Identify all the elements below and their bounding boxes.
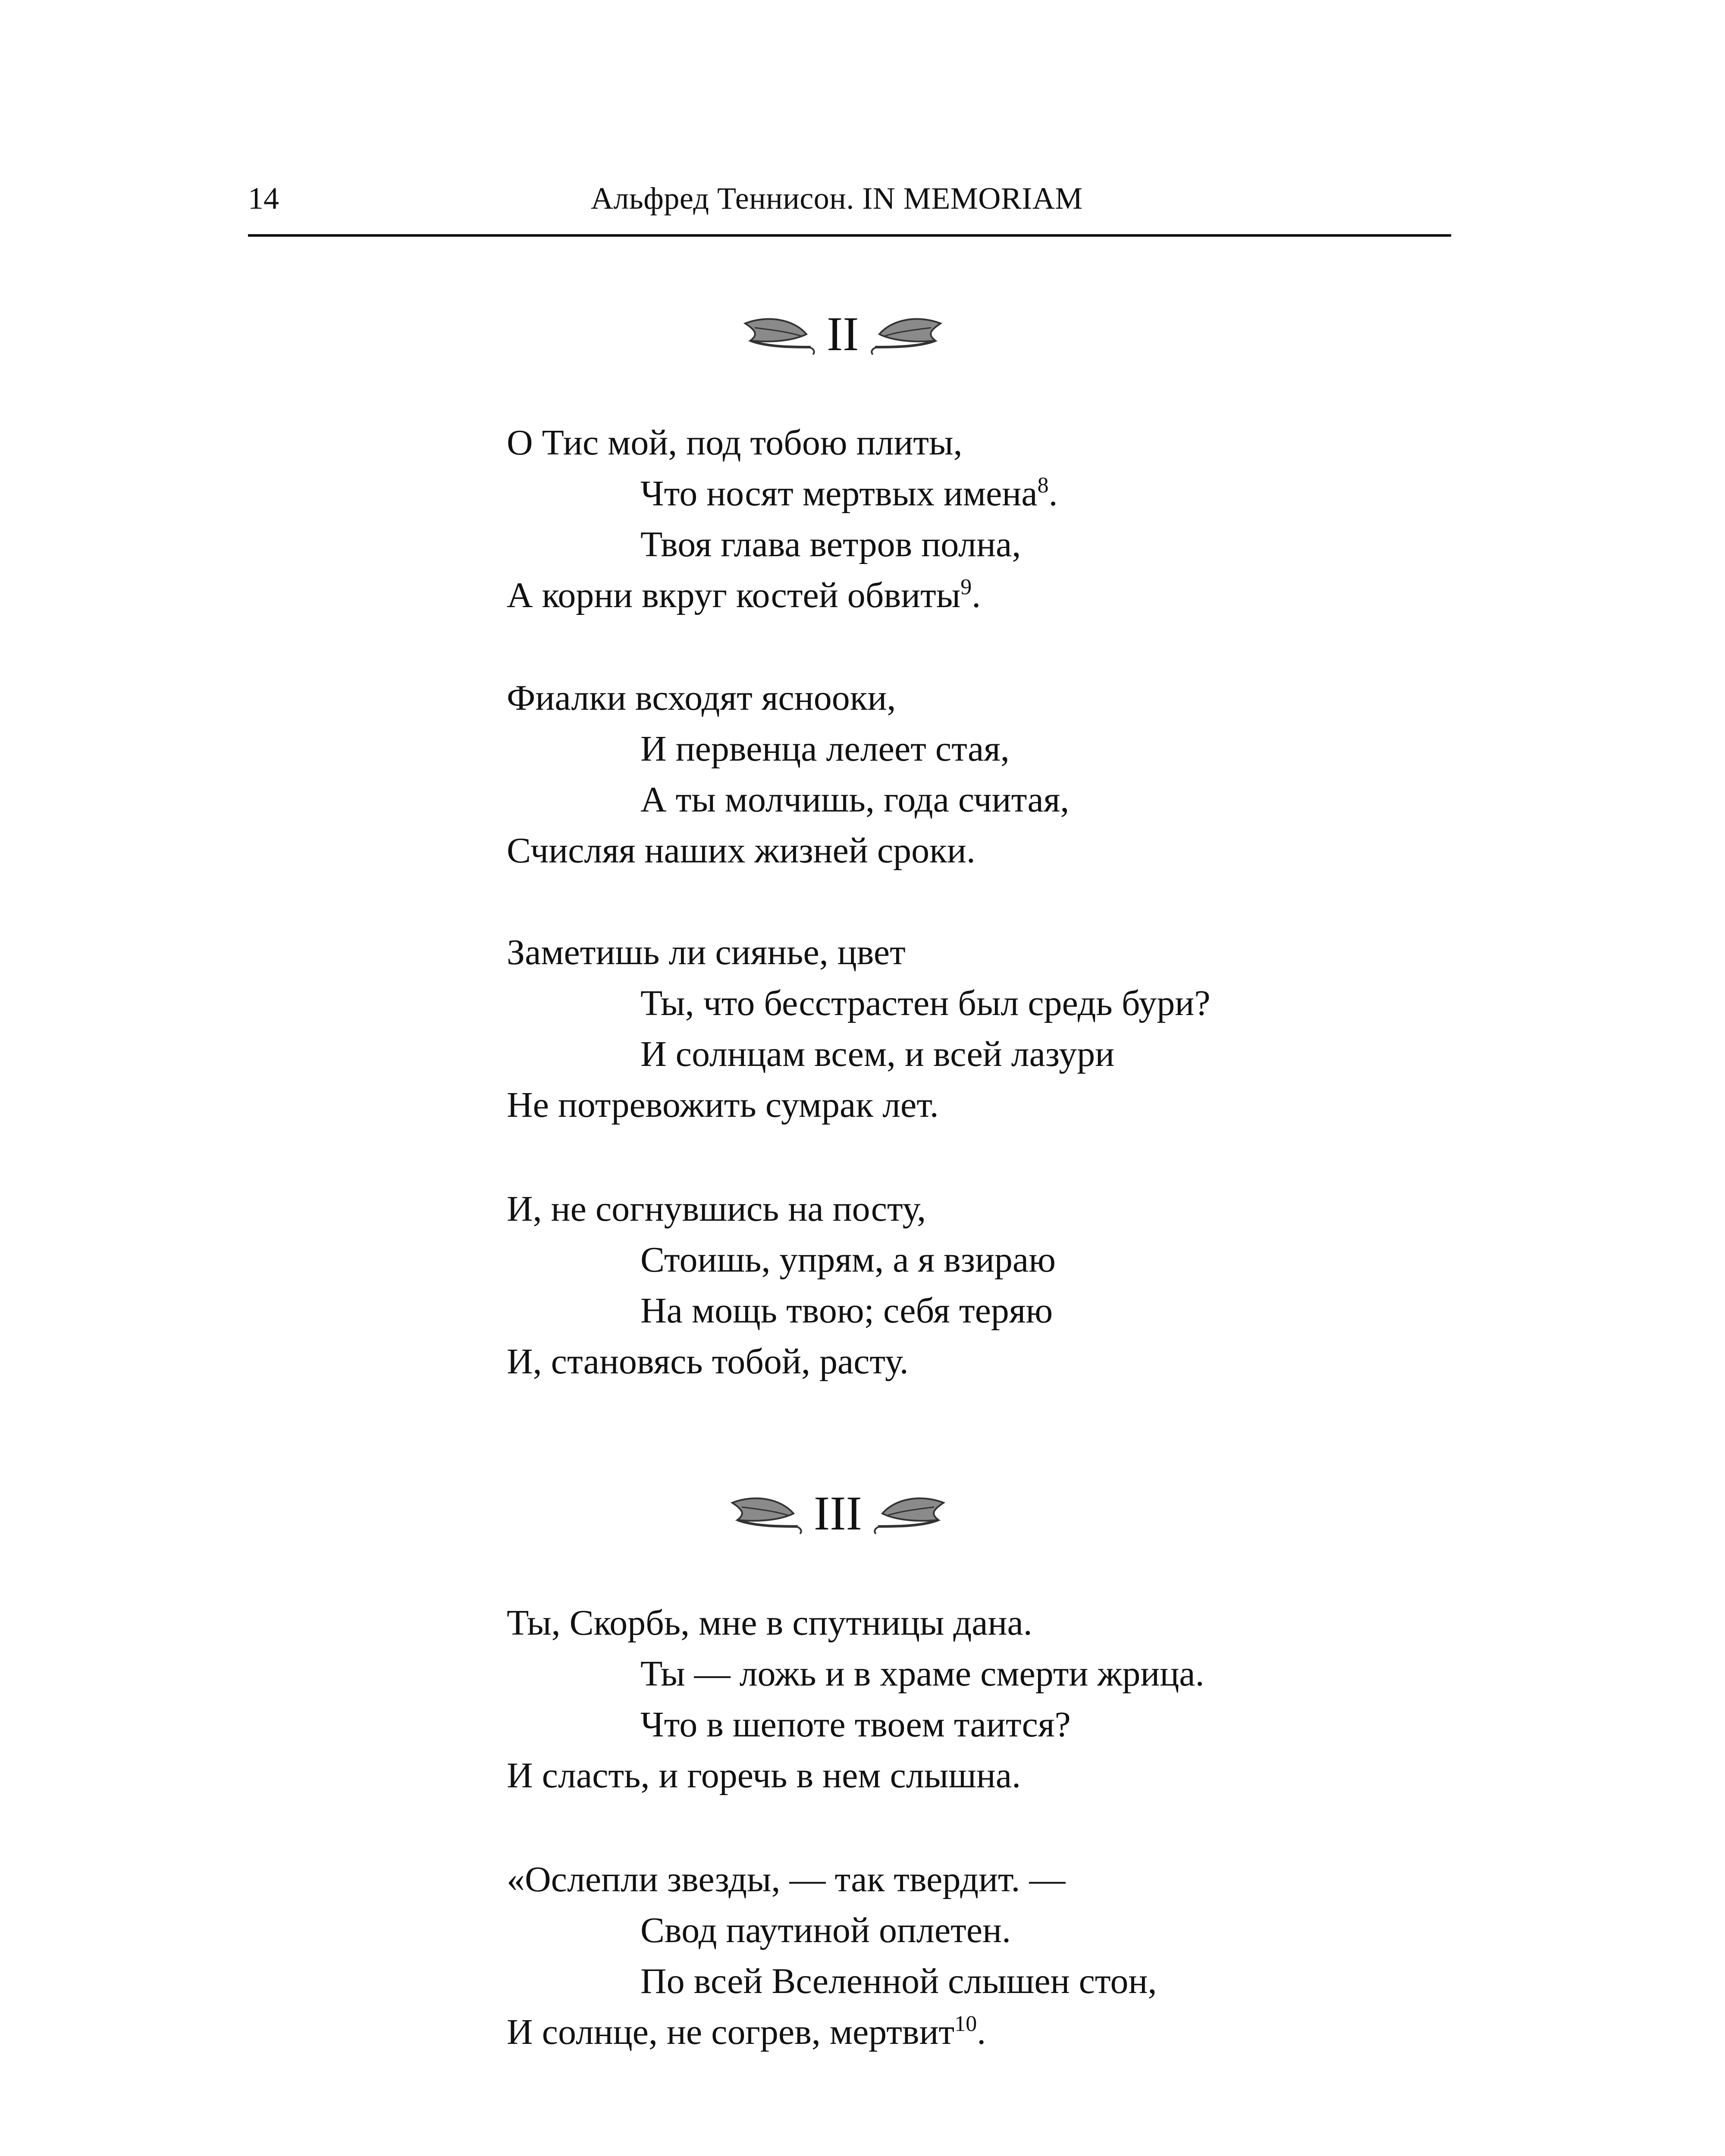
section-heading-iii: [0, 1481, 1725, 1550]
leaf-ornament-icon: [729, 1490, 804, 1537]
leaf-ornament-icon: [869, 310, 944, 358]
footnote-ref[interactable]: 8: [1037, 473, 1049, 498]
stanza: [507, 1598, 1369, 1801]
verse-line: А ты молчишь, года считая,: [640, 780, 1070, 820]
section-number: II: [827, 307, 859, 361]
verse-line: По всей Вселенной слышен стон,: [640, 1961, 1157, 2001]
verse-line: Фиалки всходят яснооки,: [507, 678, 896, 718]
verse-line: На мощь твою; себя теряю: [640, 1291, 1053, 1331]
leaf-ornament-icon: [872, 1490, 947, 1537]
leaf-ornament-icon: [742, 310, 817, 358]
stanza: [507, 673, 1369, 876]
footnote-ref[interactable]: 9: [960, 575, 972, 599]
verse-line: Ты, Скорбь, мне в спутницы дана.: [507, 1603, 1032, 1643]
verse-line: И солнце, не согрев, мертвит$^{10}$.: [507, 2012, 986, 2052]
verse-line: Заметишь ли сиянье, цвет: [507, 932, 906, 972]
verse-line: А корни вкруг костей обвиты$^9$.: [507, 575, 981, 615]
stanza: [507, 1184, 1369, 1387]
stanza: [507, 927, 1369, 1131]
verse-line: И, не согнувшись на посту,: [507, 1189, 926, 1229]
verse-line: Что в шепоте твоем таится?: [640, 1705, 1071, 1745]
verse-line: И солнцам всем, и всей лазури: [640, 1034, 1115, 1074]
verse-line: И, становясь тобой, расту.: [507, 1341, 909, 1382]
stanza: [507, 417, 1369, 621]
verse-line: И сласть, и горечь в нем слышна.: [507, 1755, 1021, 1796]
verse-line: Ты — ложь и в храме смерти жрица.: [640, 1654, 1204, 1694]
verse-line: Счисляя наших жизней сроки.: [507, 830, 975, 871]
header-rule: [248, 234, 1451, 237]
verse-line: О Тис мой, под тобою плиты,: [507, 423, 963, 463]
page-number: 14: [248, 181, 279, 216]
verse-line: Не потревожить сумрак лет.: [507, 1085, 939, 1125]
footnote-ref[interactable]: 10: [954, 2012, 977, 2036]
section-number: III: [814, 1487, 862, 1540]
verse-line: Твоя глава ветров полна,: [640, 524, 1021, 564]
running-header: [0, 177, 1725, 229]
verse-line: Свод паутиной оплетен.: [640, 1910, 1011, 1950]
verse-line: «Ослепли звезды, — так твердит. —: [507, 1859, 1066, 1899]
stanza: [507, 1854, 1369, 2058]
running-title: Альфред Теннисон. IN MEMORIAM: [591, 181, 1083, 216]
verse-line: Стоишь, упрям, а я взираю: [640, 1240, 1056, 1280]
verse-line: И первенца лелеет стая,: [640, 729, 1010, 769]
verse-line: Что носят мертвых имена$^8$.: [640, 473, 1058, 514]
section-heading-ii: [0, 302, 1725, 371]
verse-line: Ты, что бесстрастен был средь бури?: [640, 983, 1211, 1023]
